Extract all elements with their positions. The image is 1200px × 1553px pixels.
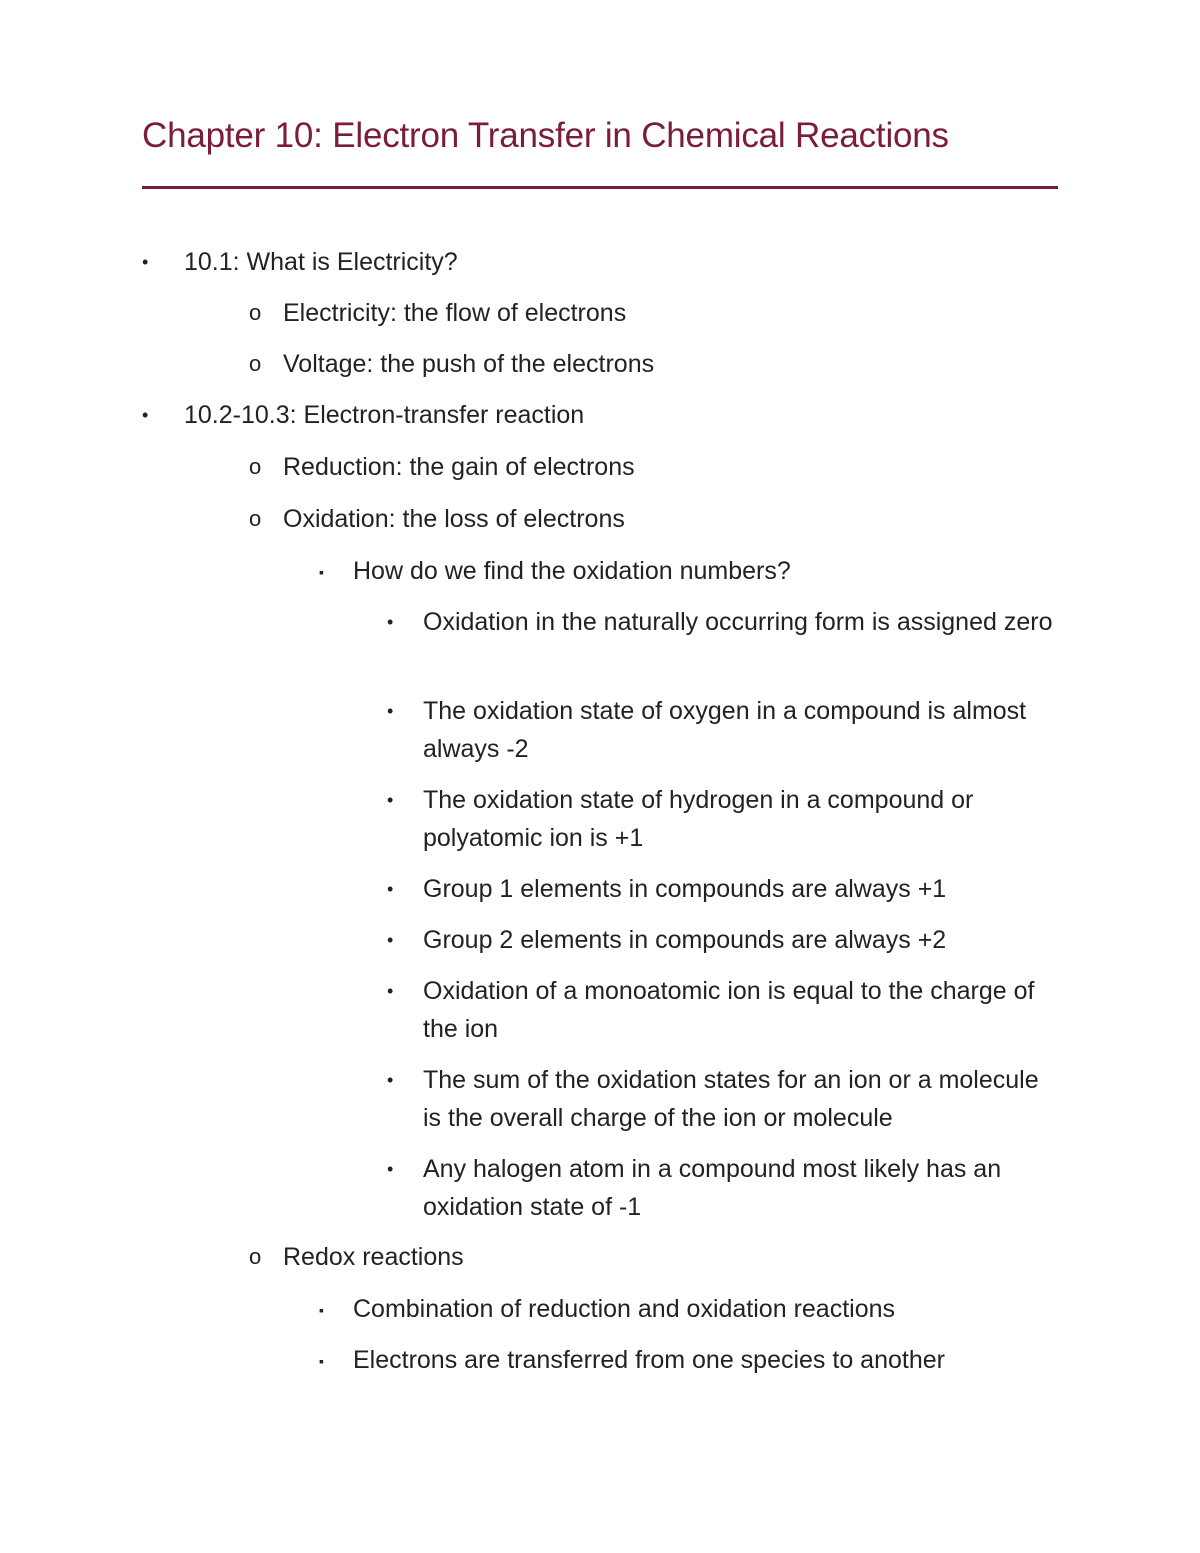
list-item-text: Group 1 elements in compounds are always +1 bbox=[423, 875, 947, 903]
list-item bbox=[0, 1061, 1200, 1137]
list-marker: o bbox=[249, 1244, 262, 1269]
list-item-text: Electricity: the flow of electrons bbox=[283, 299, 627, 327]
list-marker: • bbox=[387, 790, 394, 810]
list-marker: ▪ bbox=[319, 1302, 324, 1318]
list-item bbox=[0, 448, 1200, 486]
list-item-text: How do we find the oxidation numbers? bbox=[353, 557, 791, 585]
list-item bbox=[0, 243, 1200, 281]
list-item-text: The oxidation state of hydrogen in a compound or polyatomic ion is +1 bbox=[423, 786, 974, 852]
title-divider bbox=[142, 186, 1058, 189]
list-item bbox=[0, 1341, 1200, 1379]
list-item-text: Oxidation of a monoatomic ion is equal to the charge of the ion bbox=[423, 977, 1035, 1043]
list-item-text: The sum of the oxidation states for an ion or a molecule is the overall charge of the ion or molecule bbox=[423, 1066, 1039, 1132]
list-marker: • bbox=[387, 930, 394, 950]
list-item-text: Any halogen atom in a compound most likely has an oxidation state of -1 bbox=[423, 1155, 1002, 1221]
list-marker: • bbox=[387, 1070, 394, 1090]
list-item bbox=[0, 500, 1200, 538]
list-item bbox=[0, 1238, 1200, 1276]
list-marker: o bbox=[249, 454, 262, 479]
list-item bbox=[0, 921, 1200, 959]
list-item bbox=[0, 781, 1200, 857]
list-item bbox=[0, 1150, 1200, 1226]
list-marker: • bbox=[387, 981, 394, 1001]
list-item-text: Voltage: the push of the electrons bbox=[283, 350, 655, 378]
list-marker: • bbox=[387, 612, 394, 632]
list-item-text: Redox reactions bbox=[283, 1243, 464, 1271]
list-item-text: Combination of reduction and oxidation reactions bbox=[353, 1295, 896, 1323]
list-item bbox=[0, 603, 1200, 679]
list-marker: • bbox=[387, 879, 394, 899]
list-marker: ▪ bbox=[319, 1353, 324, 1369]
list-item bbox=[0, 552, 1200, 590]
list-item-text: Oxidation: the loss of electrons bbox=[283, 505, 625, 533]
list-item bbox=[0, 345, 1200, 383]
list-item bbox=[0, 870, 1200, 908]
list-item-text: 10.2-10.3: Electron-transfer reaction bbox=[184, 401, 585, 429]
list-marker: ▪ bbox=[319, 564, 324, 580]
page-title: Chapter 10: Electron Transfer in Chemical Reactions bbox=[142, 116, 949, 155]
list-item bbox=[0, 396, 1200, 434]
list-marker: • bbox=[387, 1159, 394, 1179]
list-item-text: Reduction: the gain of electrons bbox=[283, 453, 635, 481]
list-item-text: Group 2 elements in compounds are always +2 bbox=[423, 926, 947, 954]
list-item bbox=[0, 972, 1200, 1048]
list-item-text: The oxidation state of oxygen in a compound is almost always -2 bbox=[423, 697, 1027, 763]
list-item-text: 10.1: What is Electricity? bbox=[184, 248, 458, 276]
list-marker: • bbox=[387, 701, 394, 721]
list-item bbox=[0, 692, 1200, 768]
list-marker: o bbox=[249, 300, 262, 325]
list-marker: o bbox=[249, 351, 262, 376]
list-marker: • bbox=[142, 405, 149, 425]
list-item bbox=[0, 294, 1200, 332]
list-marker: • bbox=[142, 252, 149, 272]
list-item bbox=[0, 1290, 1200, 1328]
list-item-text: Electrons are transferred from one species to another bbox=[353, 1346, 945, 1374]
list-item-text: Oxidation in the naturally occurring form is assigned zero bbox=[423, 608, 1053, 636]
list-marker: o bbox=[249, 506, 262, 531]
